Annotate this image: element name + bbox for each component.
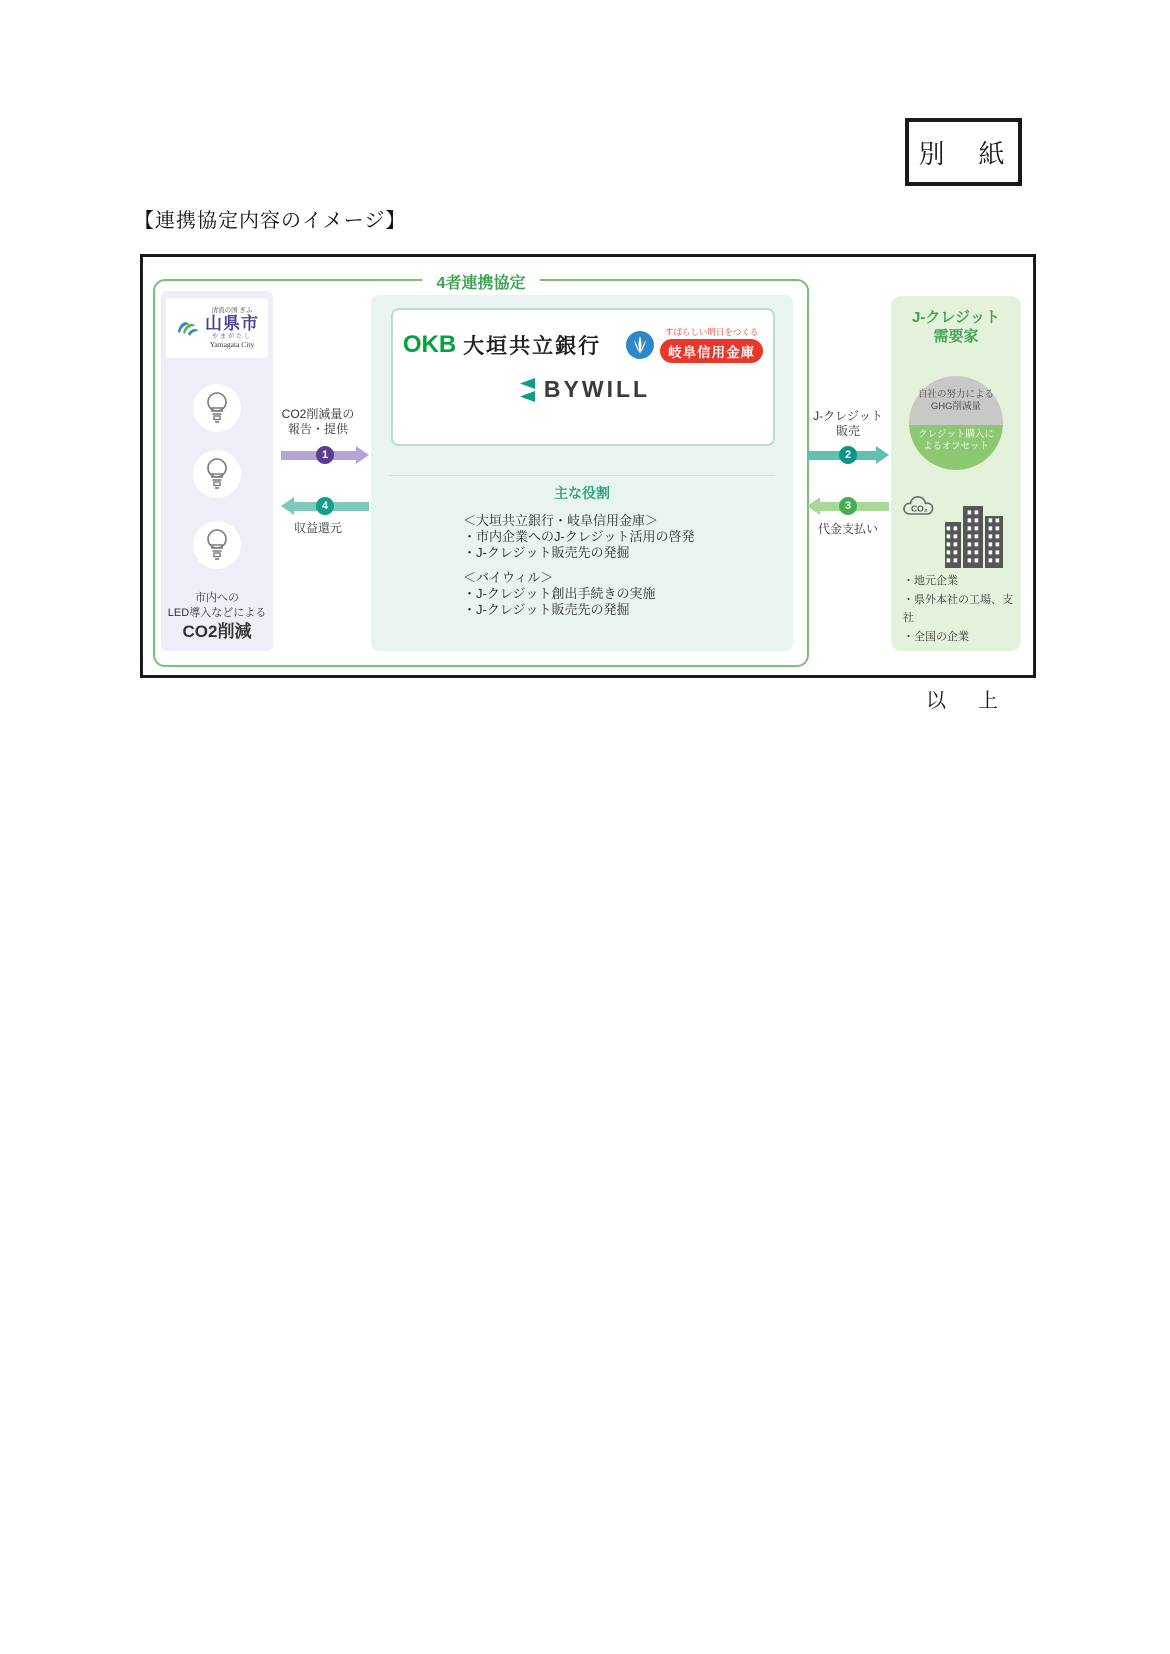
city-logo-card [166,298,268,358]
flow-report-line1: CO2削減量の [281,407,355,421]
ghg-reduction-label [909,389,1003,413]
roles-block [463,513,695,618]
city-romaji-label: Yamagata City [209,339,255,349]
attachment-label-box [905,118,1022,186]
flow-report-label [261,407,375,437]
gifu-shinkin-logo [625,326,763,363]
okb-mark: OKB [402,330,457,358]
partnership-group-label: 4者連携協定 [423,270,540,293]
demand-title-line2: 需要家 [933,328,979,345]
credit-offset-label [909,429,1003,453]
roles-group2-item: ・J-クレジット販売先の発掘 [463,602,630,617]
partners-panel [371,295,793,651]
roles-group1-item: ・J-クレジット販売先の発掘 [463,545,630,560]
demand-title-line1: J-クレジット [912,309,1000,326]
city-region-label: 清流の国 ぎふ [211,306,253,314]
arrow-head-right-icon [876,446,889,464]
flow-report-line2: 報告・提供 [287,422,348,436]
buildings-icon [945,500,1013,568]
gifu-shinkin-name: 岐阜信用金庫 [660,339,763,363]
flow-sell-arrow [807,445,889,465]
company-item: ・地元企業 [903,575,958,587]
city-kana-label: やまがたし [211,333,252,340]
city-caption-line1: 市内への [195,592,239,604]
roles-group1-item: ・市内企業へのJ-クレジット活用の啓発 [463,529,695,544]
gifu-shinkin-icon [625,330,655,360]
company-item: ・県外本社の工場、支社 [903,593,1013,624]
demand-icons [901,488,1013,572]
partners-logo-box [391,308,775,446]
flow-pay-arrow [807,496,889,516]
arrow-head-left-icon [807,497,820,515]
flow-pay-number: 3 [839,497,857,515]
page-title: 【連携協定内容のイメージ】 [134,210,407,232]
demand-title [891,308,1021,346]
flow-profit-arrow [281,496,369,516]
flow-sell-label [805,409,891,439]
credit-offset-line2: よるオフセット [922,441,990,452]
city-logo-text [205,307,259,350]
flow-sell-number: 2 [839,446,857,464]
company-item: ・全国の企業 [903,630,969,643]
bywill-name: BYWILL [543,376,651,402]
gifu-shinkin-text [660,326,763,363]
led-bulb-icon [193,450,241,498]
arrow-head-right-icon [356,446,369,464]
bywill-logo [393,376,773,403]
roles-heading: 主な役割 [554,485,610,501]
flow-sell-line2: 販売 [835,424,860,438]
diagram-frame [140,254,1036,678]
roles-group2-item: ・J-クレジット創出手続きの実施 [463,586,656,601]
city-name-label: 山県市 [205,314,259,334]
yamagata-city-logo-icon [175,315,201,341]
bank-logos-row [393,326,773,363]
city-caption-line3: CO2削減 [182,622,252,641]
ghg-offset-circle [909,376,1003,470]
co2-label: CO₂ [911,503,928,514]
city-caption-line2: LED導入などによる [167,607,267,619]
roles-group1-title: ＜大垣共立銀行・岐阜信用金庫＞ [463,513,659,528]
led-bulb-icon [193,384,241,432]
flow-pay-label: 代金支払い [817,522,878,536]
flow-profit-number: 4 [316,497,334,515]
demand-panel [891,296,1021,651]
flow-report-arrow [281,445,369,465]
roles-group2-title: ＜バイウィル＞ [463,570,554,585]
flow-sell-line1: J-クレジット [813,409,883,423]
demand-company-list [903,572,1021,646]
arrow-head-left-icon [281,497,294,515]
co2-cloud-icon [901,490,945,520]
closing-label: 以 上 [926,690,1004,712]
gifu-shinkin-tagline: すばらしい明日をつくる [664,327,759,337]
ghg-reduction-line2: GHG削減量 [930,401,982,412]
okb-bank-name: 大垣共立銀行 [463,334,602,358]
ghg-reduction-line1: 自社の努力による [917,389,994,400]
credit-offset-line1: クレジット購入に [918,429,994,440]
roles-spacer [463,561,695,570]
city-panel [161,291,273,651]
led-bulb-icon [193,521,241,569]
flow-report-number: 1 [316,446,334,464]
city-caption [161,591,273,642]
attachment-label: 別 紙 [918,138,1009,169]
okb-bank-logo [403,330,601,360]
flow-profit-label: 収益還元 [293,521,342,535]
bywill-icon [516,377,536,403]
roles-divider [389,475,775,476]
